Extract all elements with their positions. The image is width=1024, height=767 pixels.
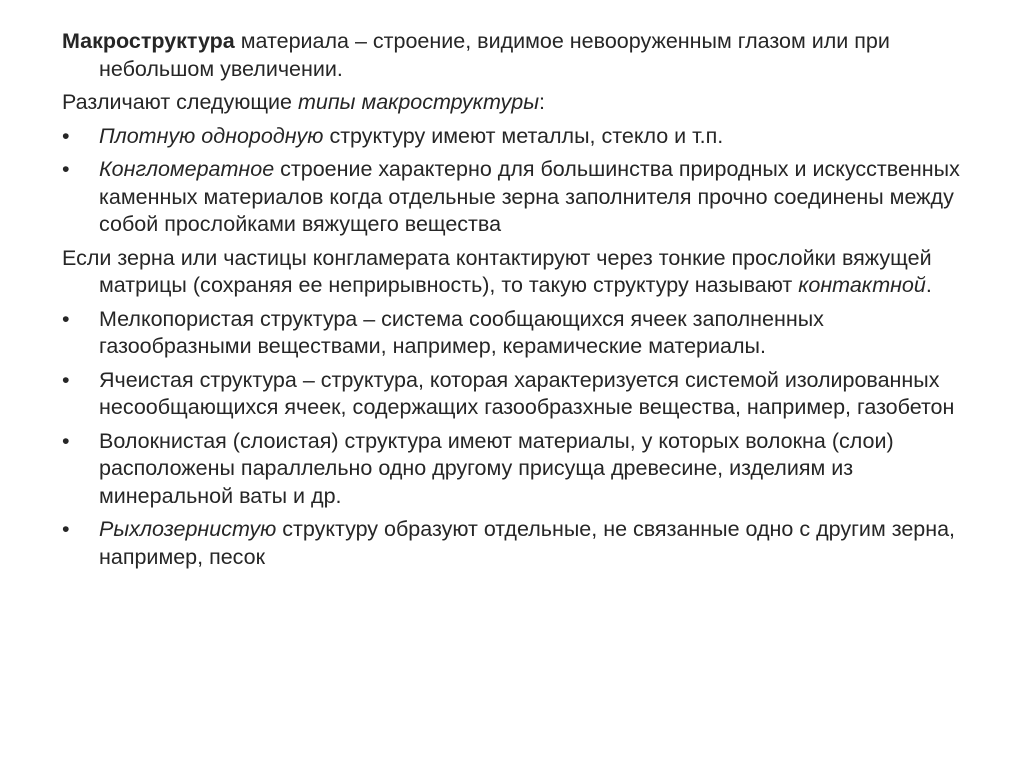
bullet-loose-grain-structure — [62, 516, 972, 571]
paragraph-types-intro — [62, 89, 972, 117]
bullet-icon: • — [62, 367, 70, 392]
bullet-fibrous-structure — [62, 428, 972, 511]
paragraph-contact-structure — [62, 245, 972, 300]
types-intro-italic: типы макроструктуры — [297, 90, 540, 114]
bullet-text: Мелкопористая структура – система сообщающихся ячеек заполненных газообразными веществами, например, керамические материалы. — [99, 306, 824, 358]
bullet-fine-porous-structure — [62, 306, 972, 361]
types-intro-lead: Различают следующие — [62, 90, 298, 114]
bullet-text: структуру образуют отдельные, не связанные одно с другим зерна, например, песок — [99, 517, 956, 569]
bullet-icon: • — [62, 428, 70, 453]
bullet-icon: • — [62, 517, 70, 541]
term-loose-grain: Рыхлозернистую — [99, 517, 277, 541]
bullet-icon: • — [62, 157, 70, 181]
bullet-cellular-structure — [62, 367, 972, 422]
bullet-text: структуру имеют металлы, стекло и т.п. — [323, 123, 724, 148]
slide-content — [62, 28, 972, 577]
term-macrostructure: Макроструктура — [62, 29, 235, 53]
bullet-dense-structure — [62, 123, 972, 151]
bullet-icon: • — [62, 123, 70, 148]
types-intro-tail: : — [539, 90, 545, 114]
bullet-conglomerate-structure — [62, 156, 972, 239]
term-dense-homogeneous: Плотную однородную — [99, 123, 324, 148]
contact-tail: . — [925, 273, 932, 297]
contact-lead: Если зерна или частицы конгламерата контактируют через тонкие прослойки вяжущей матрицы (сохраняя ее неприрывность), то такую структуру называют — [62, 245, 932, 297]
paragraph-macrostructure-definition — [62, 28, 972, 83]
bullet-text: Ячеистая структура – структура, которая характеризуется системой изолированных несообщающихся ячеек, содержащих газообразхные вещества, например, газобетон — [99, 367, 955, 419]
bullet-text: Волокнистая (слоистая) структура имеют материалы, у которых волокна (слои) расположены параллельно одно другому присуща древесине, изделиям из минеральной ваты и др. — [99, 428, 894, 508]
bullet-text: строение характерно для большинства природных и искусственных каменных материалов когда отдельные зерна заполнителя прочно соединены между собой прослойками вяжущего вещества — [99, 157, 960, 236]
term-conglomerate: Конгломератное — [99, 157, 275, 181]
definition-text: материала – строение, видимое невооруженным глазом или при небольшом увеличении. — [99, 29, 890, 81]
term-contact: контактной — [798, 273, 926, 297]
bullet-icon: • — [62, 306, 70, 331]
